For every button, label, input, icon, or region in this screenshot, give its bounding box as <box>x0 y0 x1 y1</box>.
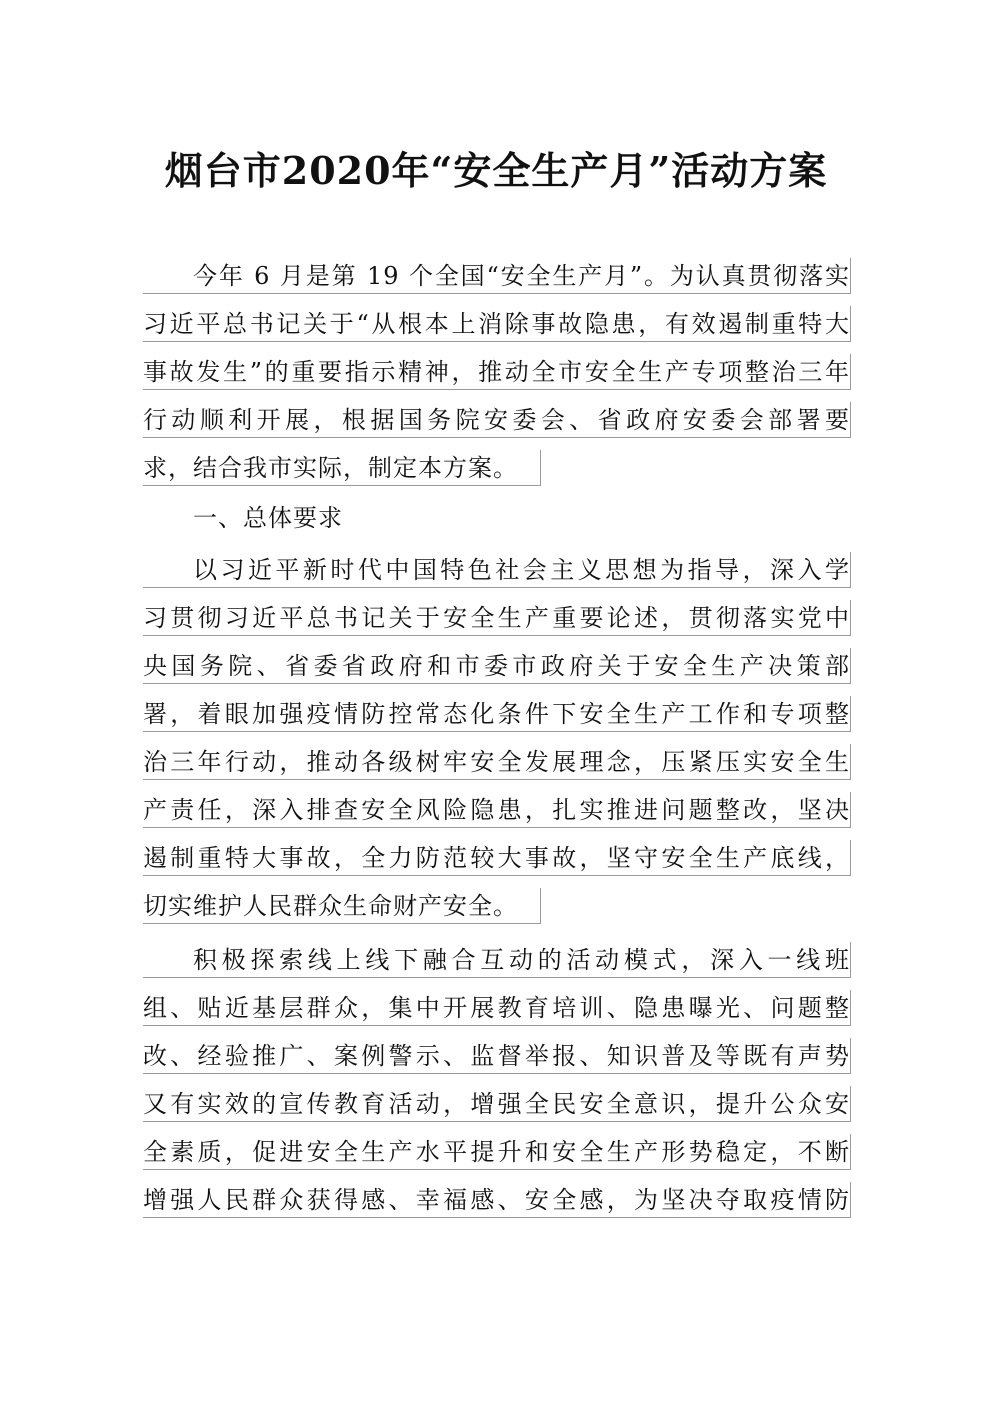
text-line: 增强人民群众获得感、幸福感、安全感，为坚决夺取疫情防 <box>143 1182 851 1218</box>
text-line: 央国务院、省委省政府和市委市政府关于安全生产决策部 <box>143 648 851 684</box>
text-line: 又有实效的宣传教育活动，增强全民安全意识，提升公众安 <box>143 1086 851 1122</box>
text-line: 习贯彻习近平总书记关于安全生产重要论述，贯彻落实党中 <box>143 600 851 636</box>
text-line: 以习近平新时代中国特色社会主义思想为指导，深入学 <box>143 552 851 588</box>
text-line: 全素质，促进安全生产水平提升和安全生产形势稳定，不断 <box>143 1134 851 1170</box>
text-line: 习近平总书记关于“从根本上消除事故隐患，有效遏制重特大 <box>143 306 851 342</box>
text-line: 署，着眼加强疫情防控常态化条件下安全生产工作和专项整 <box>143 696 851 732</box>
text-line: 切实维护人民群众生命财产安全。 <box>143 888 541 924</box>
text-line: 遏制重特大事故，全力防范较大事故，坚守安全生产底线， <box>143 840 851 876</box>
text-line: 改、经验推广、案例警示、监督举报、知识普及等既有声势 <box>143 1038 851 1074</box>
text-line: 事故发生”的重要指示精神，推动全市安全生产专项整治三年 <box>143 354 851 390</box>
section-heading: 一、总体要求 <box>193 504 343 532</box>
text-line: 求，结合我市实际，制定本方案。 <box>143 450 541 486</box>
text-line: 组、贴近基层群众，集中开展教育培训、隐患曝光、问题整 <box>143 990 851 1026</box>
text-line: 治三年行动，推动各级树牢安全发展理念，压紧压实安全生 <box>143 744 851 780</box>
text-line: 今年 6 月是第 19 个全国“安全生产月”。为认真贯彻落实 <box>143 258 851 294</box>
text-line: 行动顺利开展，根据国务院安委会、省政府安委会部署要 <box>143 402 851 438</box>
document-title: 烟台市2020年“安全生产月”活动方案 <box>164 148 828 193</box>
text-line: 积极探索线上线下融合互动的活动模式，深入一线班 <box>143 942 851 978</box>
text-line: 产责任，深入排查安全风险隐患，扎实推进问题整改，坚决 <box>143 792 851 828</box>
